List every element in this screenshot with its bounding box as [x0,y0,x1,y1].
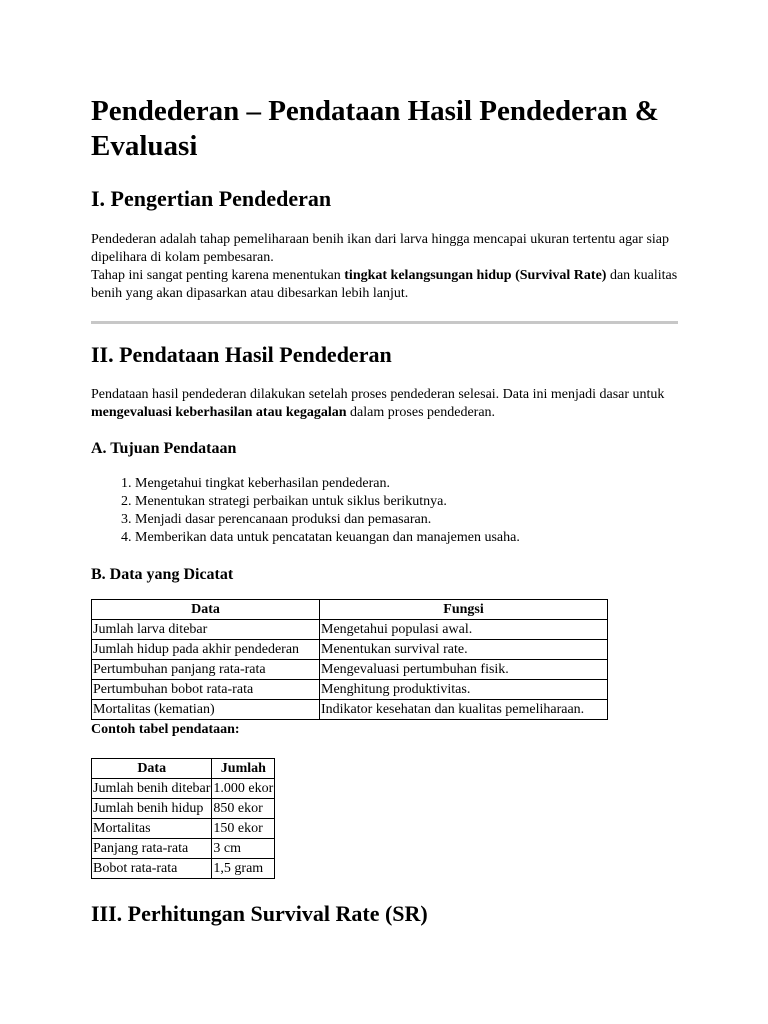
table-cell: Pertumbuhan bobot rata-rata [92,680,320,700]
section-1-p2-text-end: dan kualitas benih yang akan dipasarkan atau dibesarkan lebih lanjut. [91,268,678,301]
table-cell: Indikator kesehatan dan kualitas pemeliharaan. [320,700,608,720]
subsection-b-heading: B. Data yang Dicatat [91,566,234,583]
table-cell: Jumlah hidup pada akhir pendederan [92,640,320,660]
table-cell: 3 cm [212,839,275,859]
table-cell: 1,5 gram [212,859,275,879]
section-2-heading: II. Pendataan Hasil Pendederan [91,342,392,367]
table-cell: 150 ekor [212,819,275,839]
table-cell: Mortalitas [92,819,212,839]
table-row [92,680,608,700]
section-2-text: Pendataan hasil pendederan dilakukan setelah proses pendederan selesai. Data ini menjadi dasar untuk [91,387,665,402]
table-header-row [92,759,275,779]
table-row [92,779,275,799]
table-row [92,819,275,839]
subsection-a-heading: A. Tujuan Pendataan [91,440,237,457]
list-item: 4. Memberikan data untuk pencatatan keuangan dan manajemen usaha. [135,529,691,547]
table-cell: Pertumbuhan panjang rata-rata [92,660,320,680]
table-cell: Mengevaluasi pertumbuhan fisik. [320,660,608,680]
table-header-cell: Jumlah [212,759,275,779]
table-row [92,799,275,819]
table-header-cell: Data [92,759,212,779]
section-2-paragraph [91,386,691,422]
table-cell: Bobot rata-rata [92,859,212,879]
table-header-row [92,600,608,620]
table-cell: Menghitung produktivitas. [320,680,608,700]
example-table-caption: Contoh tabel pendataan: [91,722,240,737]
table-row [92,700,608,720]
section-1-heading: I. Pengertian Pendederan [91,186,332,211]
document-content [91,94,691,927]
table-header-cell: Fungsi [320,600,608,620]
evaluation-emphasis: mengevaluasi keberhasilan atau kegagalan [91,405,347,420]
table-cell: Mengetahui populasi awal. [320,620,608,640]
recorded-data-table [91,599,608,720]
section-3-heading: III. Perhitungan Survival Rate (SR) [91,901,428,926]
section-1-paragraph-2 [91,267,691,303]
objectives-list [91,475,691,547]
table-cell: 1.000 ekor [212,779,275,799]
document-title: Pendederan – Pendataan Hasil Pendederan & Evaluasi [91,95,659,162]
list-item: 3. Menjadi dasar perencanaan produksi dan pemasaran. [135,511,691,529]
section-1-p2-text: Tahap ini sangat penting karena menentukan [91,268,345,283]
table-cell: Jumlah larva ditebar [92,620,320,640]
table-row [92,660,608,680]
table-cell: Jumlah benih ditebar [92,779,212,799]
list-item: 2. Menentukan strategi perbaikan untuk siklus berikutnya. [135,493,691,511]
table-header-cell: Data [92,600,320,620]
table-cell: 850 ekor [212,799,275,819]
table-cell: Mortalitas (kematian) [92,700,320,720]
list-item: 1. Mengetahui tingkat keberhasilan pendederan. [135,475,691,493]
table-row [92,839,275,859]
table-cell: Jumlah benih hidup [92,799,212,819]
section-1-paragraph-1: Pendederan adalah tahap pemeliharaan benih ikan dari larva hingga mencapai ukuran tertentu agar siap dipelihara di kolam pembesaran. [91,232,670,265]
table-row [92,640,608,660]
table-cell: Menentukan survival rate. [320,640,608,660]
horizontal-divider [91,321,678,324]
section-2-text-end: dalam proses pendederan. [346,405,496,420]
table-row [92,620,608,640]
table-row [92,859,275,879]
example-data-table [91,758,275,879]
table-cell: Panjang rata-rata [92,839,212,859]
survival-rate-emphasis: tingkat kelangsungan hidup (Survival Rate) [344,268,607,283]
